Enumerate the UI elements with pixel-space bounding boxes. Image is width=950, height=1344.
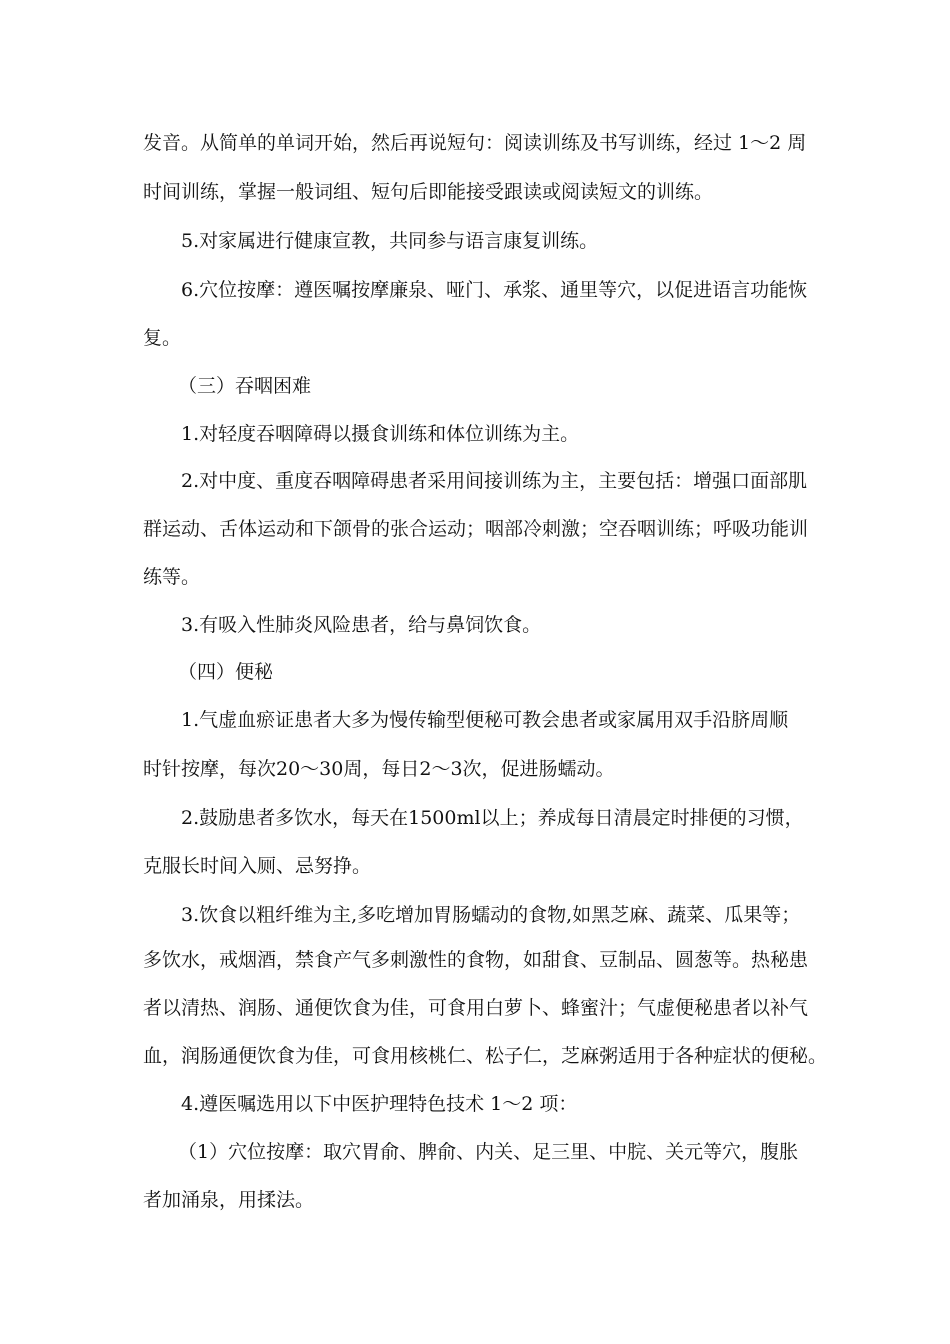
text-line: 发音。从简单的单词开始，然后再说短句：阅读训练及书写训练，经过 1～2 周 (143, 132, 807, 154)
text-line: 3.有吸入性肺炎风险患者，给与鼻饲饮食。 (181, 614, 542, 636)
text-line: 者以清热、润肠、通便饮食为佳，可食用白萝卜、蜂蜜汁；气虚便秘患者以补气 (143, 997, 809, 1019)
text-line: 1.气虚血瘀证患者大多为慢传输型便秘可教会患者或家属用双手沿脐周顺 (181, 709, 789, 731)
text-line: 练等。 (143, 566, 201, 588)
text-line: 时针按摩，每次20～30周，每日2～3次，促进肠蠕动。 (143, 758, 615, 780)
text-line: 克服长时间入厕、忌努挣。 (143, 855, 372, 877)
text-line: 多饮水，戒烟酒，禁食产气多刺激性的食物，如甜食、豆制品、圆葱等。热秘患 (143, 949, 809, 971)
text-line: 血，润肠通便饮食为佳，可食用核桃仁、松子仁，芝麻粥适用于各种症状的便秘。 (143, 1045, 828, 1067)
text-line: 2.鼓励患者多饮水，每天在1500ml以上；养成每日清晨定时排便的习惯， (181, 807, 804, 829)
text-line: （1）穴位按摩：取穴胃俞、脾俞、内关、足三里、中脘、关元等穴，腹胀 (178, 1141, 799, 1163)
text-line: 时间训练，掌握一般词组、短句后即能接受跟读或阅读短文的训练。 (143, 181, 714, 203)
text-line: 者加涌泉，用揉法。 (143, 1189, 315, 1211)
section-heading: （四）便秘 (178, 661, 274, 683)
text-line: 5.对家属进行健康宣教，共同参与语言康复训练。 (181, 230, 599, 252)
text-line: 3.饮食以粗纤维为主,多吃增加胃肠蠕动的食物,如黑芝麻、蔬菜、瓜果等； (181, 904, 801, 926)
text-line: 6.穴位按摩：遵医嘱按摩廉泉、哑门、承浆、通里等穴，以促进语言功能恢 (181, 279, 808, 301)
section-heading: （三）吞咽困难 (178, 375, 312, 397)
text-line: 4.遵医嘱选用以下中医护理特色技术 1～2 项： (181, 1093, 578, 1115)
text-line: 群运动、舌体运动和下颌骨的张合运动；咽部冷刺激；空吞咽训练；呼吸功能训 (143, 518, 809, 540)
text-line: 1.对轻度吞咽障碍以摄食训练和体位训练为主。 (181, 423, 580, 445)
text-line: 复。 (143, 327, 182, 349)
text-line: 2.对中度、重度吞咽障碍患者采用间接训练为主，主要包括：增强口面部肌 (181, 470, 808, 492)
